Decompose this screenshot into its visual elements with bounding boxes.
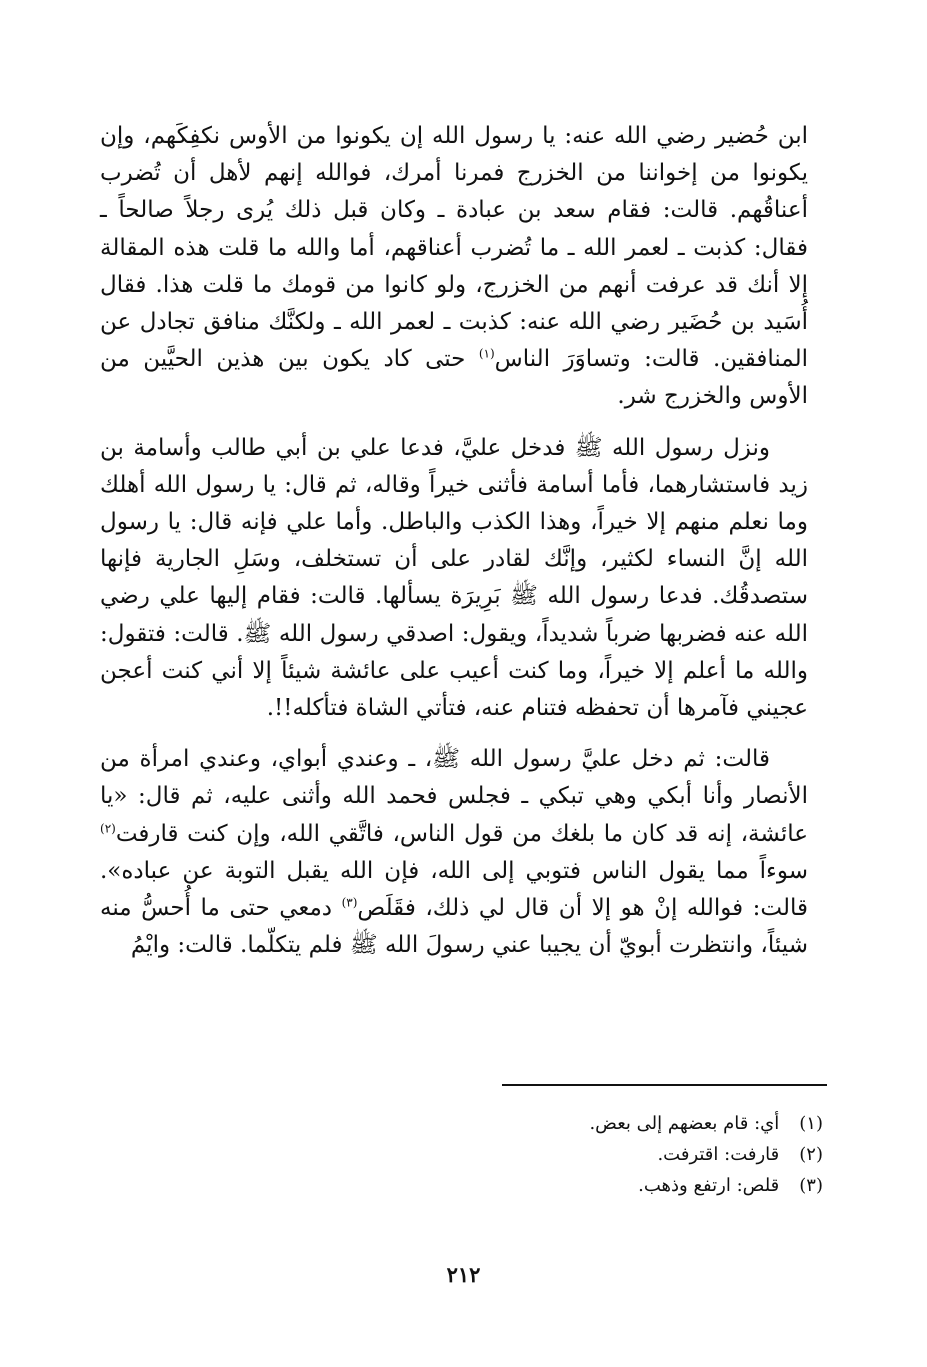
page-number: ٢١٢ — [446, 1262, 481, 1287]
footnote-ref-1: (١) — [478, 346, 495, 361]
paragraph-text: سوءاً مما يقول الناس فتوبي إلى الله، فإن الله يقبل التوبة عن عباده». قالت: فوالله إنْ هو إلا أن قال لي ذلك، فقَلَص — [100, 857, 809, 922]
footnote-text: قلص: ارتفع وذهب. — [638, 1175, 780, 1196]
footnote-1 — [123, 1108, 823, 1139]
paragraph-text: حتى كاد يكون بين هذين الحيَّين من الأوس والخزرج شر. — [100, 346, 808, 410]
footnote-number: (١) — [799, 1113, 823, 1134]
paragraph-text: ونزل رسول الله ﷺ فدخل عليَّ، فدعا علي بن أبي طالب وأسامة بن زيد فاستشارهما، فأما أسامة فأثنى خيراً وقاله، ثم قال: يا رسول الله أهلك وما نعلم منهم إلا خيراً، وهذا الكذب والباطل. وأما علي فإنه قال: يا رسول الله إنَّ النساء لكثير، وإنَّك لقادر على أن تستخلف، وسَلِ الجارية فإنها ستصدقُك. فدعا رسول الله ﷺ بَرِيرَة يسألها. قالت: فقام إليها علي رضي الله عنه فضربها ضرباً شديداً، ويقول: اصدقي رسول الله ﷺ. قالت: فتقول: والله ما أعلم إلا خيراً، وما كنت أعيب على عائشة شيئاً إلا أني كنت أعجن عجيني فآمرها أن تحفظه فتنام عنه، فتأتي الشاة فتأكله!!. — [100, 434, 808, 722]
footnote-2 — [123, 1139, 823, 1170]
footnote-number: (٣) — [799, 1175, 823, 1196]
footnote-ref-2: (٢) — [100, 821, 116, 835]
footnote-divider — [502, 1084, 827, 1086]
footnotes — [123, 1108, 823, 1201]
footnote-3 — [123, 1170, 823, 1201]
paragraph-2 — [100, 430, 808, 728]
paragraph-1 — [100, 118, 808, 416]
page-body — [100, 118, 808, 964]
paragraph-3 — [100, 741, 808, 964]
paragraph-text: دمعي حتى ما أُحسُّ منه شيئاً، وانتظرت أبويّ أن يجيبا عني رسولَ الله ﷺ فلم يتكلّما. قالت: وايْمُ — [100, 895, 808, 959]
footnote-ref-3: (٣) — [341, 895, 358, 910]
footnote-text: قارفت: اقترفت. — [657, 1144, 780, 1165]
footnote-text: أي: قام بعضهم إلى بعض. — [589, 1113, 780, 1134]
paragraph-text: قالت: ثم دخل عليَّ رسول الله ﷺ، ـ وعندي أبواي، وعندي امرأة من الأنصار وأنا أبكي وهي تبكي ـ فجلس فحمد الله وأثنى عليه، ثم قال: «يا عائشة، إنه قد كان ما بلغك من قول الناس، فاتَّقي الله، وإن كنت قارفت — [100, 746, 808, 847]
footnote-number: (٢) — [799, 1144, 823, 1165]
paragraph-text: ابن حُضير رضي الله عنه: يا رسول الله إن يكونوا من الأوس نكفِكَهم، وإن يكونوا من إخواننا من الخزرج فمرنا أمرك، فوالله إنهم لأهل أن تُضرب أعناقُهم. قالت: فقام سعد بن عبادة ـ وكان قبل ذلك يُرى رجلاً صالحاً ـ فقال: كذبت ـ لعمر الله ـ ما تُضرب أعناقهم، أما والله ما قلت هذه المقالة إلا أنك قد عرفت أنهم من الخزرج، ولو كانوا من قومك ما قلت هذا. فقال أُسَيد بن حُضَير رضي الله عنه: كذبت ـ لعمر الله ـ ولكنَّك منافق تجادل عن المنافقين. قالت: وتساوَرَ الناس — [100, 123, 808, 373]
